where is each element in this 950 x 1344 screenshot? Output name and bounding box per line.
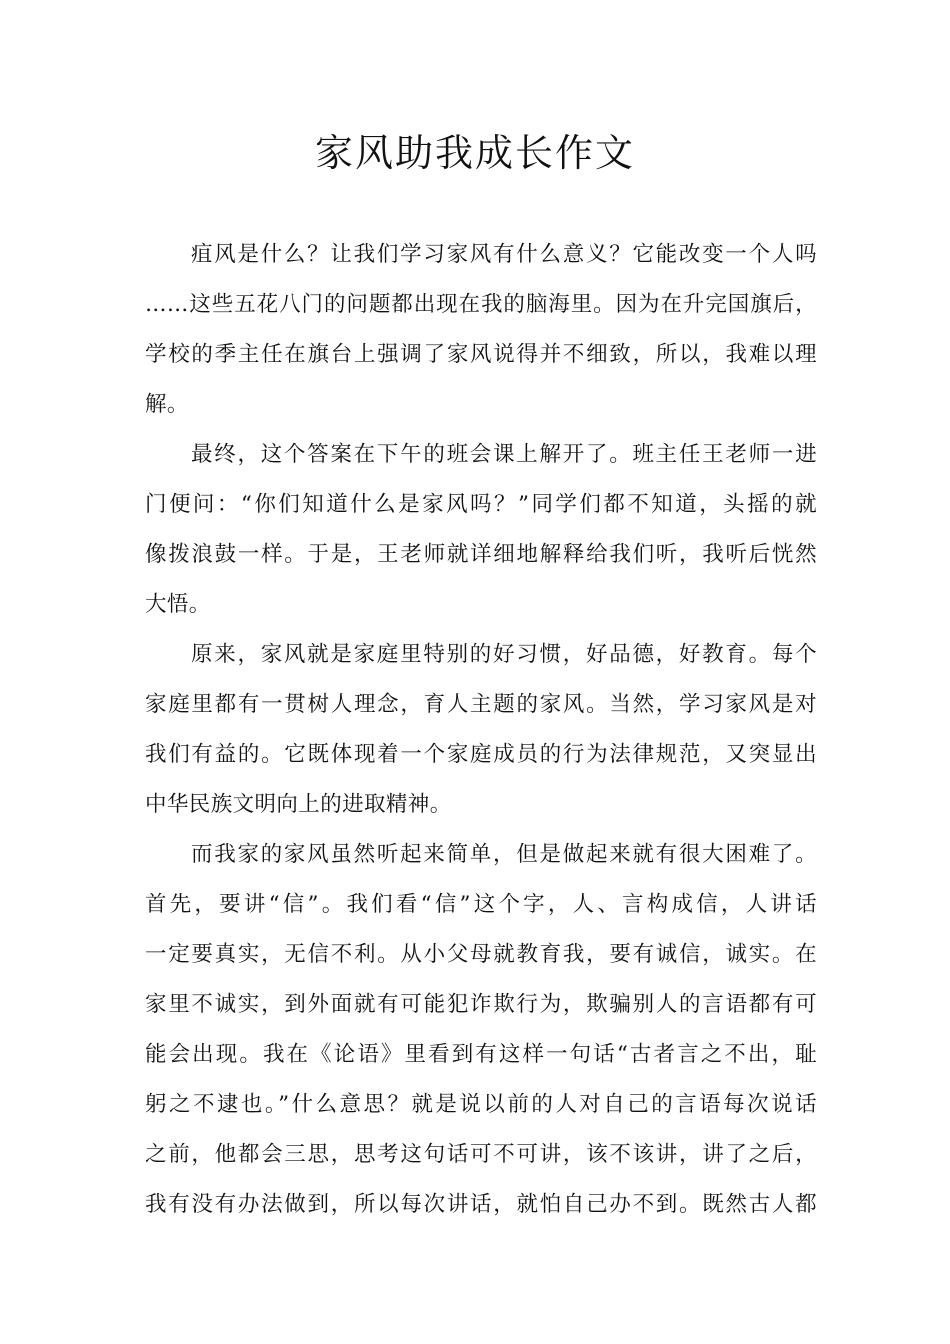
text-line: 家庭里都有一贯树人理念，育人主题的家风。当然，学习家风是对 [145,692,817,717]
text-line: 我们有益的。它既体现着一个家庭成员的行为法律规范，又突显出 [145,742,817,767]
text-line: 而我家的家风虽然听起来简单，但是做起来就有很大困难了。 [191,842,817,867]
text-line: 中华民族文明向上的进取精神。 [145,792,452,817]
text-line: 首先，要讲“信”。我们看“信”这个字，人、言构成信，人讲话 [145,892,817,917]
document-title: 家风助我成长作文 [314,131,635,175]
text-line: 门便问：“你们知道什么是家风吗？”同学们都不知道，头摇的就 [145,492,817,517]
text-line: ……这些五花八门的问题都出现在我的脑海里。因为在升完国旗后， [145,292,817,317]
text-line: 疽风是什么？让我们学习家风有什么意义？它能改变一个人吗 [191,242,817,267]
text-line: 之前，他都会三思，思考这句话可不可讲，该不该讲，讲了之后， [145,1142,817,1167]
text-line: 像拨浪鼓一样。于是，王老师就详细地解释给我们听，我听后恍然 [145,542,817,567]
text-line: 解。 [145,392,189,417]
text-line: 躬之不逮也。”什么意思？就是说以前的人对自己的言语每次说话 [145,1092,817,1117]
document-body [145,230,817,1230]
text-line: 一定要真实，无信不利。从小父母就教育我，要有诚信，诚实。在 [145,942,817,967]
text-line: 原来，家风就是家庭里特别的好习惯，好品德，好教育。每个 [191,642,817,667]
text-line: 家里不诚实，到外面就有可能犯诈欺行为，欺骗别人的言语都有可 [145,992,817,1017]
text-line: 我有没有办法做到，所以每次讲话，就怕自己办不到。既然古人都 [145,1192,817,1217]
text-line: 大悟。 [145,592,211,617]
text-line: 最终，这个答案在下午的班会课上解开了。班主任王老师一进 [191,442,817,467]
text-line: 学校的季主任在旗台上强调了家风说得并不细致，所以，我难以理 [145,342,817,367]
text-line: 能会出现。我在《论语》里看到有这样一句话“古者言之不出，耻 [145,1042,817,1067]
